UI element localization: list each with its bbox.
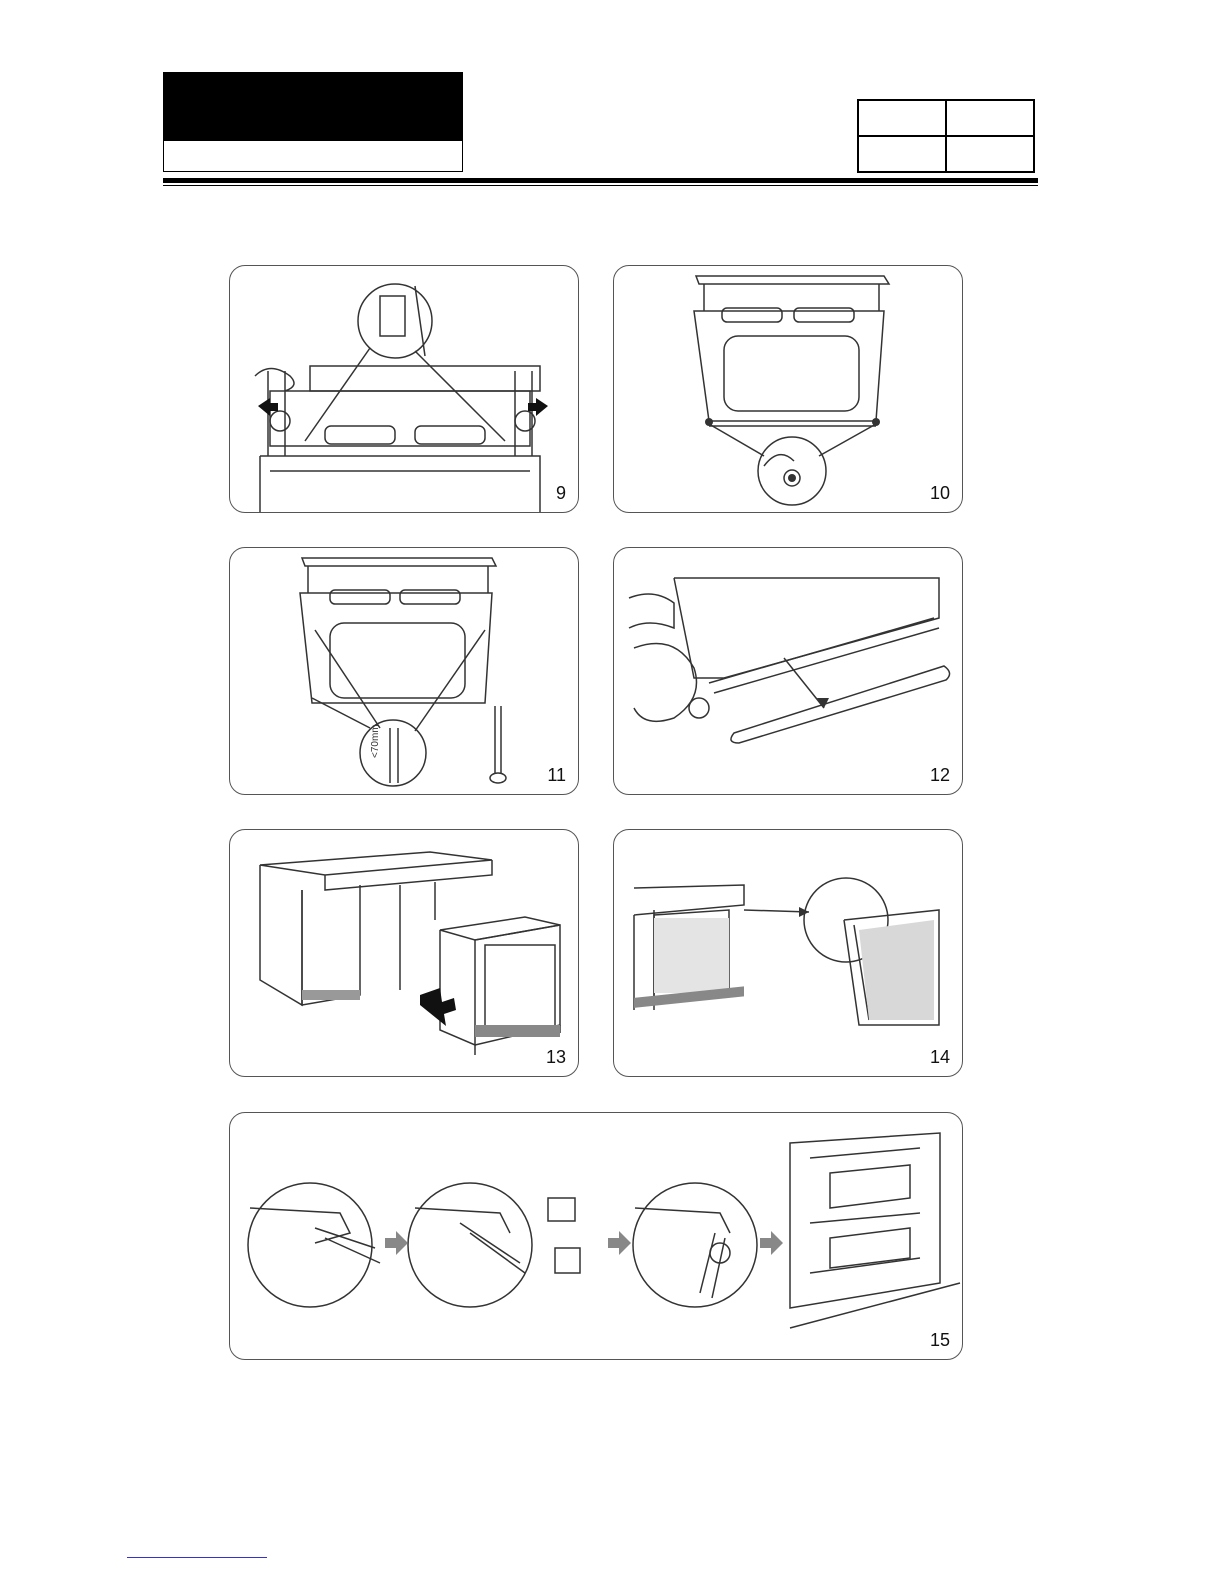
step-9-number: 9 [555, 483, 566, 503]
header-subtitle-block [163, 140, 463, 172]
ref-cell [946, 100, 1034, 136]
step-12-panel [613, 547, 963, 795]
reference-table [857, 99, 1035, 173]
step-15-panel [229, 1112, 963, 1360]
step-12-illustration [614, 548, 962, 794]
step-10-number: 10 [929, 483, 950, 503]
step-15-illustration [230, 1113, 962, 1359]
step-9-panel [229, 265, 579, 513]
ref-cell [858, 136, 946, 172]
ref-cell [858, 100, 946, 136]
step-14-panel [613, 829, 963, 1077]
header-rule-thin [163, 185, 1038, 186]
footer-line [127, 1557, 267, 1558]
header-title-block [163, 72, 463, 140]
step-13-number: 13 [545, 1047, 566, 1067]
step-11-measure: <70mm [370, 724, 381, 758]
step-13-illustration [230, 830, 578, 1076]
step-13-panel [229, 829, 579, 1077]
step-9-illustration [230, 266, 578, 512]
step-12-number: 12 [929, 765, 950, 785]
step-11-illustration [230, 548, 578, 794]
ref-cell [946, 136, 1034, 172]
step-10-illustration [614, 266, 962, 512]
header-rule [163, 178, 1038, 183]
step-11-panel [229, 547, 579, 795]
step-14-illustration [614, 830, 962, 1076]
step-15-number: 15 [929, 1330, 950, 1350]
step-11-number: 11 [547, 765, 566, 785]
step-10-panel [613, 265, 963, 513]
step-14-number: 14 [929, 1047, 950, 1067]
